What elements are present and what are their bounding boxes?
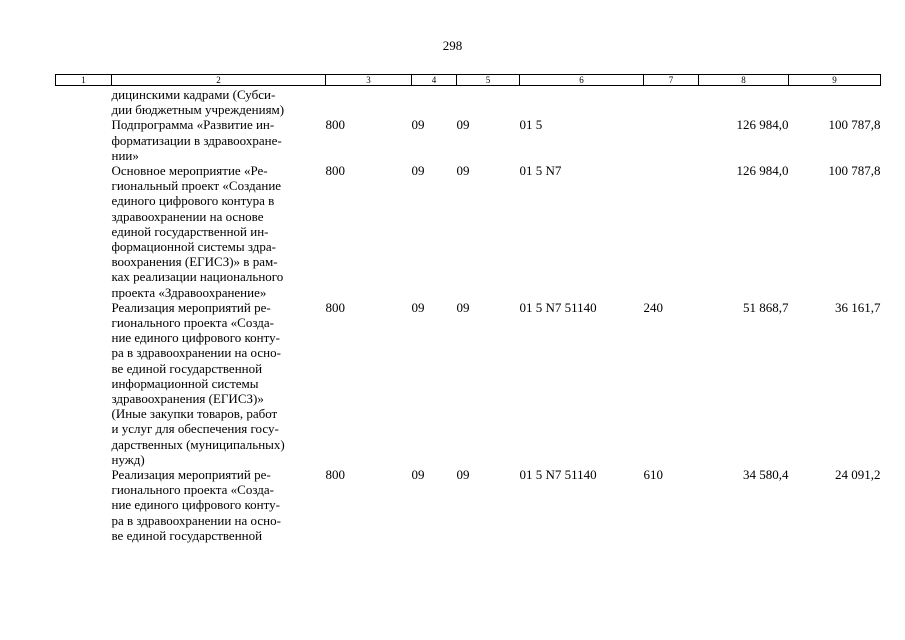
row-amount-2: 100 787,8 bbox=[828, 117, 881, 133]
row-name-line: ках реализации национального bbox=[111, 269, 284, 285]
row-ministry-code: 800 bbox=[325, 117, 345, 133]
column-number-9: 9 bbox=[789, 75, 881, 86]
row-name-line: дицинскими кадрами (Субси- bbox=[111, 87, 276, 102]
row-target-code bbox=[520, 86, 644, 118]
row-name bbox=[112, 163, 326, 300]
row-name-line: гиональный проект «Создание bbox=[111, 178, 282, 194]
row-subsection-code bbox=[457, 86, 520, 118]
row-name bbox=[112, 117, 326, 163]
column-number-1: 1 bbox=[56, 75, 112, 86]
row-name-line: здравоохранении на основе bbox=[111, 208, 264, 224]
row-subsection-code: 09 bbox=[456, 163, 470, 179]
row-expenditure-type bbox=[644, 117, 699, 163]
table-row bbox=[56, 86, 881, 118]
row-amount-2 bbox=[789, 86, 881, 118]
row-expenditure-type bbox=[644, 163, 699, 300]
row-target-code: 01 5 N7 51140 bbox=[519, 467, 597, 483]
row-column-1 bbox=[56, 300, 112, 467]
row-name-line: Реализация мероприятий ре- bbox=[111, 467, 271, 483]
row-section-code: 09 bbox=[411, 163, 425, 179]
row-name-line: (Иные закупки товаров, работ bbox=[111, 406, 278, 422]
row-expenditure-type bbox=[644, 86, 699, 118]
column-number-header bbox=[56, 75, 881, 86]
row-section-code bbox=[412, 86, 457, 118]
page-number: 298 bbox=[442, 38, 463, 53]
row-name-line: гионального проекта «Созда- bbox=[111, 482, 274, 498]
row-ministry-code: 800 bbox=[325, 467, 345, 483]
row-expenditure-type: 610 bbox=[643, 467, 663, 483]
row-name-line: Основное мероприятие «Ре- bbox=[111, 163, 268, 179]
row-section-code: 09 bbox=[411, 299, 425, 315]
column-number-4: 4 bbox=[412, 75, 457, 86]
row-ministry-code: 800 bbox=[325, 299, 345, 315]
row-name-line: единой государственной ин- bbox=[111, 223, 269, 239]
table-row bbox=[56, 467, 881, 543]
table-body bbox=[56, 86, 881, 544]
row-name-line: форматизации в здравоохране- bbox=[111, 132, 282, 148]
row-name-line: нии» bbox=[111, 147, 139, 163]
row-name bbox=[112, 300, 326, 467]
table-row bbox=[56, 117, 881, 163]
row-expenditure-type: 240 bbox=[643, 299, 663, 315]
row-amount-1 bbox=[699, 86, 789, 118]
row-name-line: здравоохранения (ЕГИСЗ)» bbox=[111, 391, 264, 407]
table-row bbox=[56, 163, 881, 300]
row-amount-1: 126 984,0 bbox=[736, 163, 789, 179]
column-number-5: 5 bbox=[457, 75, 520, 86]
row-name-line: ра в здравоохранении на осно- bbox=[111, 345, 281, 361]
row-name-line: гионального проекта «Созда- bbox=[111, 315, 274, 331]
row-amount-2: 24 091,2 bbox=[835, 467, 881, 483]
row-subsection-code: 09 bbox=[456, 117, 470, 133]
row-name-line: воохранения (ЕГИСЗ)» в рам- bbox=[111, 254, 278, 270]
row-amount-1: 51 868,7 bbox=[743, 299, 789, 315]
row-name-line: ве единой государственной bbox=[111, 527, 263, 543]
column-number-8: 8 bbox=[699, 75, 789, 86]
budget-table bbox=[55, 74, 881, 543]
row-name-line: Реализация мероприятий ре- bbox=[111, 299, 271, 315]
row-name-line: информационной системы bbox=[111, 375, 259, 391]
row-name-line: ве единой государственной bbox=[111, 360, 263, 376]
row-amount-1: 126 984,0 bbox=[736, 117, 789, 133]
column-number-3: 3 bbox=[326, 75, 412, 86]
row-section-code: 09 bbox=[411, 467, 425, 483]
row-column-1 bbox=[56, 163, 112, 300]
row-name-line: проекта «Здравоохранение» bbox=[111, 284, 267, 300]
row-name-line: ра в здравоохранении на осно- bbox=[111, 512, 281, 528]
row-name-line: дии бюджетным учреждениям) bbox=[111, 102, 285, 118]
row-name-line: Подпрограмма «Развитие ин- bbox=[111, 117, 275, 133]
row-amount-2: 100 787,8 bbox=[828, 163, 881, 179]
column-number-6: 6 bbox=[520, 75, 644, 86]
column-number-7: 7 bbox=[644, 75, 699, 86]
row-name-line: единого цифрового контура в bbox=[111, 193, 275, 209]
row-name-line: дарственных (муниципальных) bbox=[111, 436, 285, 452]
row-section-code: 09 bbox=[411, 117, 425, 133]
table-row bbox=[56, 300, 881, 467]
column-number-2: 2 bbox=[112, 75, 326, 86]
row-column-1 bbox=[56, 86, 112, 118]
row-target-code: 01 5 N7 bbox=[519, 163, 562, 179]
row-target-code: 01 5 bbox=[519, 117, 543, 133]
row-column-1 bbox=[56, 117, 112, 163]
row-subsection-code: 09 bbox=[456, 299, 470, 315]
row-amount-1: 34 580,4 bbox=[743, 467, 789, 483]
row-name-line: формационной системы здра- bbox=[111, 239, 276, 255]
row-name bbox=[112, 467, 326, 543]
row-amount-2: 36 161,7 bbox=[835, 299, 881, 315]
row-subsection-code: 09 bbox=[456, 467, 470, 483]
row-name-line: ние единого цифрового конту- bbox=[111, 497, 280, 513]
row-name-line: ние единого цифрового конту- bbox=[111, 330, 280, 346]
row-name bbox=[112, 86, 326, 118]
row-ministry-code: 800 bbox=[325, 163, 345, 179]
row-name-line: и услуг для обеспечения госу- bbox=[111, 421, 279, 437]
row-target-code: 01 5 N7 51140 bbox=[519, 299, 597, 315]
row-ministry-code bbox=[326, 86, 412, 118]
row-column-1 bbox=[56, 467, 112, 543]
row-name-line: нужд) bbox=[111, 451, 145, 467]
